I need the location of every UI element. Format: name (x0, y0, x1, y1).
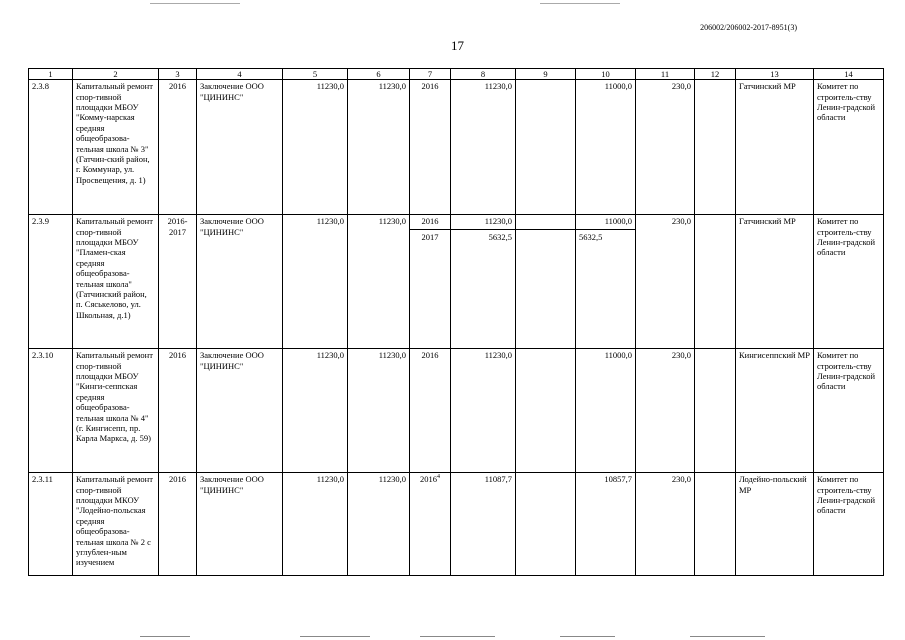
municipal-district: Лодейно-польский МР (736, 473, 814, 576)
financing-year-cell (410, 215, 451, 349)
column-header: 12 (695, 69, 736, 80)
table-row (29, 215, 884, 349)
scan-edge-bottom (560, 636, 615, 637)
financing-total: 11230,0 (451, 80, 516, 215)
regional-budget: 11000,0 (604, 216, 632, 227)
row-number: 2.3.9 (29, 215, 73, 349)
basis-document: Заключение ООО "ЦИНИНС" (197, 349, 283, 473)
scan-edge-top (540, 3, 620, 4)
column-header: 14 (814, 69, 884, 80)
implementation-years: 2016 (159, 80, 197, 215)
total-cost: 11230,0 (348, 473, 410, 576)
implementation-years: 2016 (159, 473, 197, 576)
column-header: 13 (736, 69, 814, 80)
scan-edge-bottom (140, 636, 190, 637)
financing-total-2017: 5632,5 (451, 229, 515, 242)
object-name: Капитальный ремонт спор-тивной площадки МКОУ "Лодейно-польская средняя общеобразова-тельная школа № 2 с углублен-ным изучением (73, 473, 159, 576)
basis-document: Заключение ООО "ЦИНИНС" (197, 473, 283, 576)
footnote-marker: 4 (437, 474, 440, 481)
state-customer: Комитет по строитель-ству Ленин-градской области (814, 80, 884, 215)
column-header: 2 (73, 69, 159, 80)
program-table (28, 68, 884, 576)
other-sources (695, 215, 736, 349)
financing-year: 2016 (410, 80, 451, 215)
implementation-years: 2016-2017 (159, 215, 197, 349)
financing-year: 2016 (410, 349, 451, 473)
federal-budget (519, 216, 572, 227)
federal-budget (516, 349, 576, 473)
object-name: Капитальный ремонт спор-тивной площадки МБОУ "Пламен-ская средняя общеобразова-тельная школа" (Гатчинский район, п. Сяськелово, ул. Школьная, д.1) (73, 215, 159, 349)
page-number: 17 (451, 38, 464, 53)
scan-edge-bottom (420, 636, 495, 637)
financing-total: 11230,0 (484, 216, 512, 227)
state-customer: Комитет по строитель-ству Ленин-градской области (814, 473, 884, 576)
financing-year: 2016 (421, 216, 439, 227)
table-row (29, 349, 884, 473)
financing-year-value: 2016 (420, 474, 437, 485)
row-number: 2.3.11 (29, 473, 73, 576)
table-row (29, 473, 884, 576)
local-budget: 230,0 (636, 80, 695, 215)
table-row (29, 80, 884, 215)
total-cost: 11230,0 (348, 215, 410, 349)
basis-document: Заключение ООО "ЦИНИНС" (197, 215, 283, 349)
scan-edge-top (150, 3, 240, 4)
financing-year-2017: 2017 (410, 229, 450, 242)
federal-budget (516, 473, 576, 576)
column-header: 5 (283, 69, 348, 80)
other-sources (695, 349, 736, 473)
municipal-district: Гатчинский МР (736, 215, 814, 349)
column-header: 7 (410, 69, 451, 80)
column-header: 11 (636, 69, 695, 80)
municipal-district: Гатчинский МР (736, 80, 814, 215)
column-header: 1 (29, 69, 73, 80)
estimated-cost: 11230,0 (283, 80, 348, 215)
state-customer: Комитет по строитель-ству Ленин-градской области (814, 215, 884, 349)
row-number: 2.3.8 (29, 80, 73, 215)
basis-document: Заключение ООО "ЦИНИНС" (197, 80, 283, 215)
federal-budget-cell (516, 215, 576, 349)
column-header: 4 (197, 69, 283, 80)
column-header: 6 (348, 69, 410, 80)
estimated-cost: 11230,0 (283, 349, 348, 473)
other-sources (695, 473, 736, 576)
scan-edge-bottom (300, 636, 370, 637)
column-header: 9 (516, 69, 576, 80)
financing-total-cell (451, 215, 516, 349)
row-number: 2.3.10 (29, 349, 73, 473)
financing-year (410, 473, 451, 576)
regional-budget: 11000,0 (576, 349, 636, 473)
regional-budget: 11000,0 (576, 80, 636, 215)
column-header: 3 (159, 69, 197, 80)
federal-budget-2017 (516, 229, 575, 242)
total-cost: 11230,0 (348, 80, 410, 215)
financing-total: 11230,0 (451, 349, 516, 473)
regional-budget-2017: 5632,5 (576, 229, 635, 242)
regional-budget-cell (576, 215, 636, 349)
object-name: Капитальный ремонт спор-тивной площадки МБОУ "Кинги-сеппская средняя общеобразова-тельная школа № 4" (г. Кингисепп, пр. Карла Маркса, д. 59) (73, 349, 159, 473)
state-customer: Комитет по строитель-ству Ленин-градской области (814, 349, 884, 473)
other-sources (695, 80, 736, 215)
column-number-row (29, 69, 884, 80)
column-header: 8 (451, 69, 516, 80)
federal-budget (516, 80, 576, 215)
regional-budget: 10857,7 (576, 473, 636, 576)
object-name: Капитальный ремонт спор-тивной площадки МБОУ "Комму-нарская средняя общеобразова-тельная школа № 3" (Гатчин-ский район, г. Коммунар, ул. Просвещения, д. 1) (73, 80, 159, 215)
local-budget: 230,0 (636, 215, 695, 349)
column-header: 10 (576, 69, 636, 80)
local-budget: 230,0 (636, 473, 695, 576)
municipal-district: Кингисеппский МР (736, 349, 814, 473)
estimated-cost: 11230,0 (283, 473, 348, 576)
estimated-cost: 11230,0 (283, 215, 348, 349)
local-budget: 230,0 (636, 349, 695, 473)
financing-total: 11087,7 (451, 473, 516, 576)
total-cost: 11230,0 (348, 349, 410, 473)
scan-edge-bottom (690, 636, 765, 637)
implementation-years: 2016 (159, 349, 197, 473)
document-id: 206002/206002-2017-8951(3) (700, 23, 797, 32)
